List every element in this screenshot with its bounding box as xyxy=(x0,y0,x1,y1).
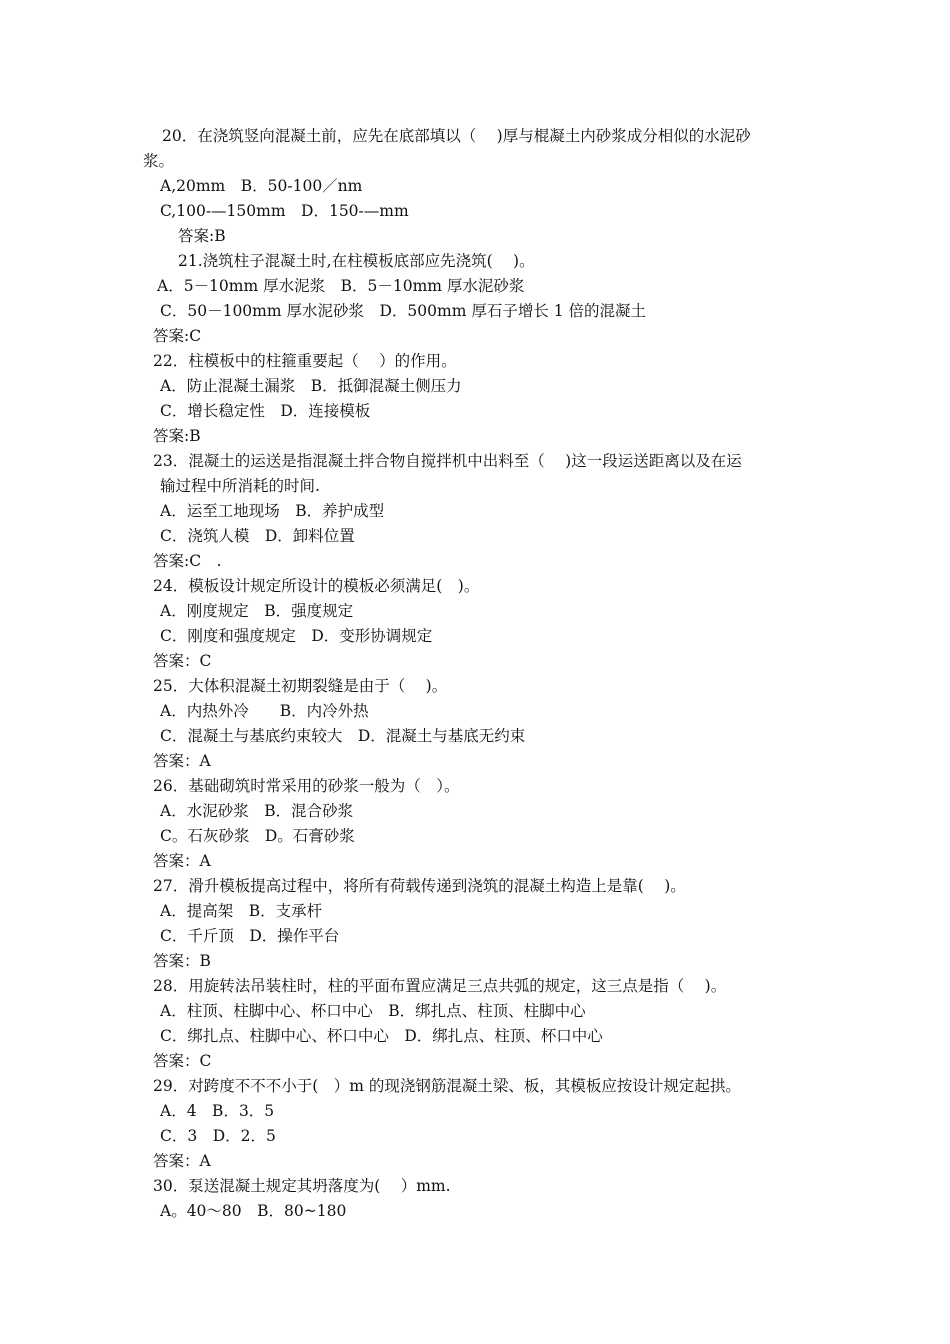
question-21-stem: 21.浇筑柱子混凝土时,在柱模板底部应先浇筑( )。 xyxy=(178,252,535,270)
question-27-options-cd: C．千斤顶 D．操作平台 xyxy=(160,927,340,945)
question-21-answer: 答案:C xyxy=(153,327,202,345)
question-27-stem: 27．滑升模板提高过程中，将所有荷载传递到浇筑的混凝土构造上是靠( )。 xyxy=(153,877,686,895)
question-23-answer: 答案:C . xyxy=(153,552,222,570)
question-28-stem: 28．用旋转法吊装柱时，柱的平面布置应满足三点共弧的规定，这三点是指（ )。 xyxy=(153,977,727,995)
question-28-options-ab: A．柱顶、柱脚中心、杯口中心 B．绑扎点、柱顶、柱脚中心 xyxy=(160,1002,586,1020)
question-22-stem: 22．柱模板中的柱箍重要起（ ）的作用。 xyxy=(153,352,457,370)
question-23-options-ab: A．运至工地现场 B．养护成型 xyxy=(160,502,385,520)
question-29-options-cd: C．3 D．2．5 xyxy=(160,1127,276,1145)
question-25-options-ab: A．内热外冷 B．内冷外热 xyxy=(160,702,369,720)
question-30-options-ab: A。40～80 B．80~180 xyxy=(160,1202,347,1220)
question-29-options-ab: A．4 B．3．5 xyxy=(160,1102,275,1120)
question-24-answer: 答案：C xyxy=(153,652,212,670)
question-25-answer: 答案：A xyxy=(153,752,211,770)
question-20-options-cd: C,100-—150mm D．150-—mm xyxy=(160,202,409,220)
question-20-stem: 20．在浇筑竖向混凝土前，应先在底部填以（ )厚与棍凝土内砂浆成分相似的水泥砂 xyxy=(162,127,751,145)
question-26-answer: 答案：A xyxy=(153,852,211,870)
question-23-stem-cont: 输过程中所消耗的时间. xyxy=(160,477,320,495)
question-24-options-ab: A．刚度规定 B．强度规定 xyxy=(160,602,354,620)
question-26-options-cd: C。石灰砂浆 D。石膏砂浆 xyxy=(160,827,355,845)
question-22-answer: 答案:B xyxy=(153,427,201,445)
question-29-answer: 答案：A xyxy=(153,1152,211,1170)
question-23-stem: 23．混凝土的运送是指混凝土拌合物自搅拌机中出料至（ )这一段运送距离以及在运 xyxy=(153,452,742,470)
question-26-stem: 26．基础砌筑时常采用的砂浆一般为（ ）。 xyxy=(153,777,460,795)
question-20-options-ab: A,20mm B．50-100／nm xyxy=(160,177,363,195)
question-21-options-ab: A．5－10mm 厚水泥浆 B．5－10mm 厚水泥砂浆 xyxy=(157,277,525,295)
question-29-stem: 29．对跨度不不不小于( ）m 的现浇钢筋混凝土梁、板，其模板应按设计规定起拱。 xyxy=(153,1077,741,1095)
question-21-options-cd: C．50－100mm 厚水泥砂浆 D．500mm 厚石子增长 1 倍的混凝土 xyxy=(160,302,647,320)
question-30-stem: 30．泵送混凝土规定其坍落度为( ）mm. xyxy=(153,1177,451,1195)
question-28-options-cd: C．绑扎点、柱脚中心、杯口中心 D．绑扎点、柱顶、杯口中心 xyxy=(160,1027,603,1045)
question-20-answer: 答案:B xyxy=(178,227,226,245)
question-24-options-cd: C．刚度和强度规定 D．变形协调规定 xyxy=(160,627,433,645)
question-22-options-cd: C．增长稳定性 D．连接模板 xyxy=(160,402,371,420)
question-26-options-ab: A．水泥砂浆 B．混合砂浆 xyxy=(160,802,354,820)
question-20-stem-cont: 浆。 xyxy=(143,152,175,170)
question-23-options-cd: C．浇筑人模 D．卸料位置 xyxy=(160,527,355,545)
question-24-stem: 24．模板设计规定所设计的模板必须满足( )。 xyxy=(153,577,480,595)
question-27-options-ab: A．提高架 B．支承杆 xyxy=(160,902,323,920)
question-27-answer: 答案：B xyxy=(153,952,211,970)
question-28-answer: 答案：C xyxy=(153,1052,212,1070)
question-25-stem: 25．大体积混凝土初期裂缝是由于（ )。 xyxy=(153,677,448,695)
question-22-options-ab: A．防止混凝土漏浆 B．抵御混凝土侧压力 xyxy=(160,377,462,395)
question-25-options-cd: C．混凝土与基底约束较大 D．混凝土与基底无约束 xyxy=(160,727,526,745)
